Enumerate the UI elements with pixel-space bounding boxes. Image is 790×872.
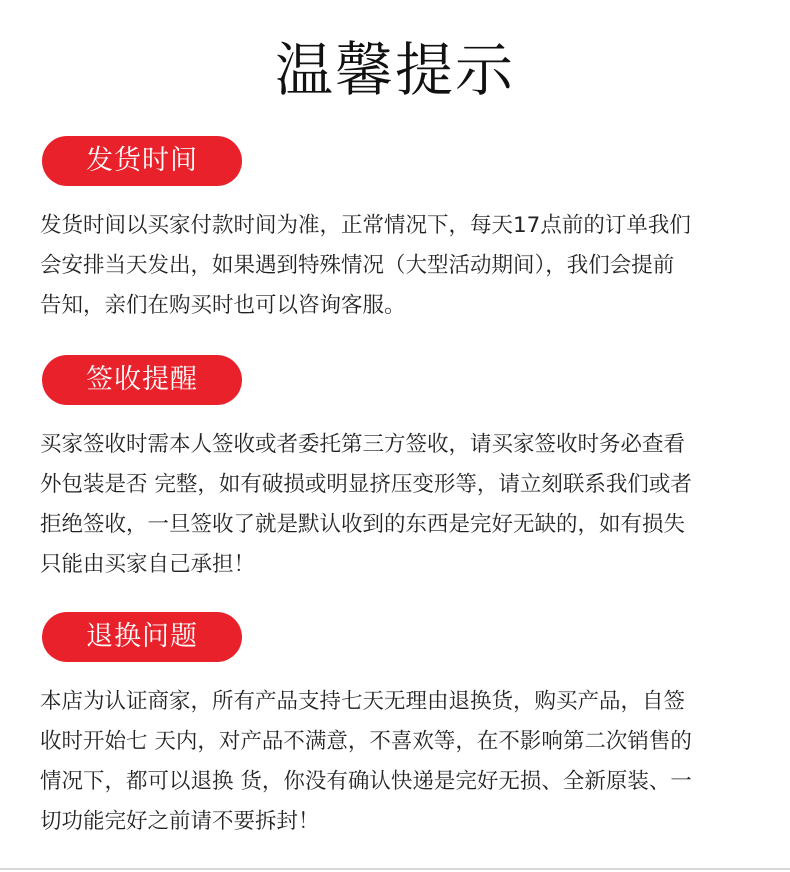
section-body-signing-reminder — [40, 425, 756, 585]
section-body-returns — [40, 682, 756, 842]
body-line: 只能由买家自己承担！ — [40, 552, 256, 577]
body-line: 本店为认证商家，所有产品支持七天无理由退换货，购买产品，自签 — [40, 689, 686, 714]
body-line: 情况下，都可以退换 货，你没有确认快递是完好无损、全新原装、一 — [40, 769, 692, 794]
section-heading-returns: 退换问题 — [42, 612, 242, 662]
body-line: 拒绝签收，一旦签收了就是默认收到的东西是完好无缺的，如有损失 — [40, 512, 686, 537]
body-line: 收时开始七 天内，对产品不满意，不喜欢等，在不影响第二次销售的 — [40, 729, 692, 754]
section-heading-shipping-time: 发货时间 — [42, 136, 242, 186]
bottom-divider — [0, 868, 790, 870]
page-title: 温馨提示 — [274, 36, 515, 104]
body-line: 会安排当天发出，如果遇到特殊情况（大型活动期间），我们会提前 — [40, 253, 675, 278]
section-heading-signing-reminder: 签收提醒 — [42, 355, 242, 405]
body-line: 外包装是否 完整，如有破损或明显挤压变形等，请立刻联系我们或者 — [40, 472, 692, 497]
body-line: 切功能完好之前请不要拆封！ — [40, 809, 320, 834]
body-line: 告知，亲们在购买时也可以咨询客服。 — [40, 293, 406, 318]
body-line: 发货时间以买家付款时间为准，正常情况下，每天17点前的订单我们 — [40, 213, 691, 238]
section-body-shipping-time — [40, 206, 756, 326]
body-line: 买家签收时需本人签收或者委托第三方签收，请买家签收时务必查看 — [40, 432, 686, 457]
